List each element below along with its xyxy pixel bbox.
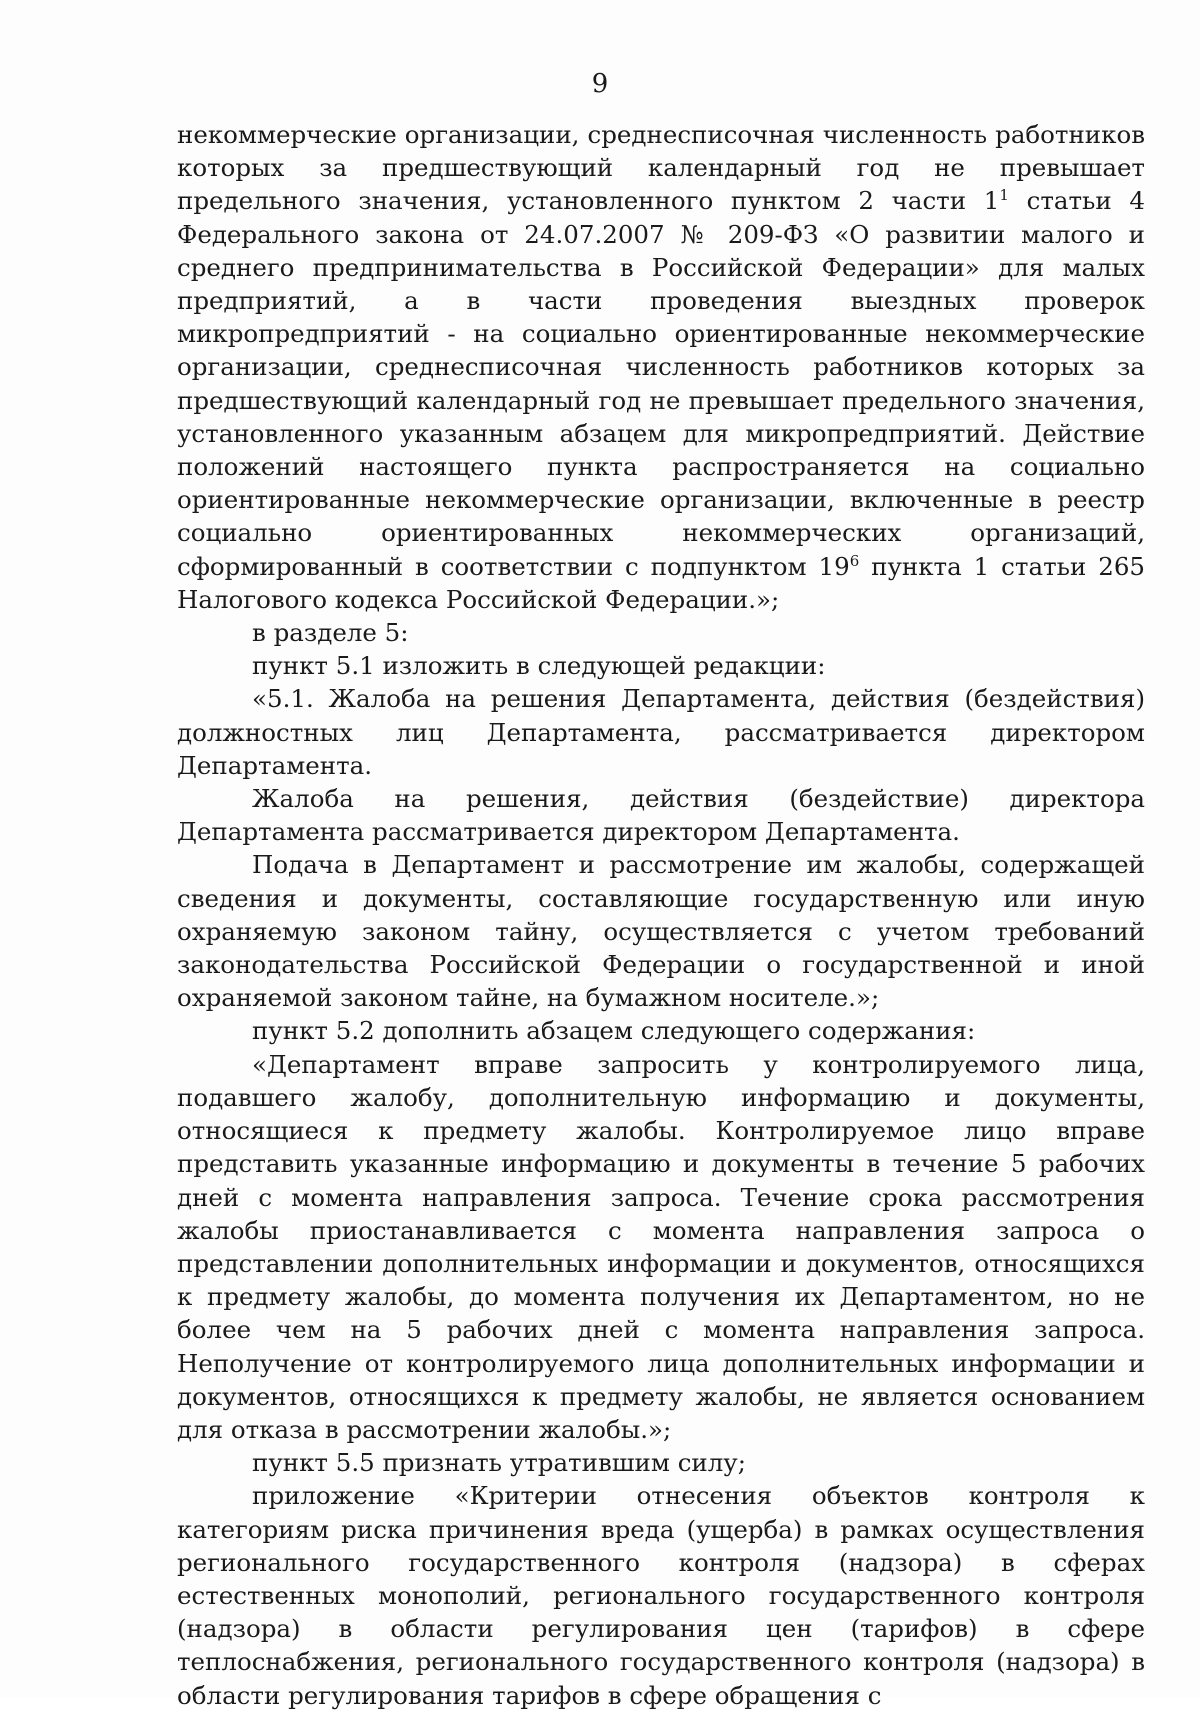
paragraph-7: пункт 5.2 дополнить абзацем следующего содержания: [252,1016,976,1046]
paragraph-8: «Департамент вправе запросить у контролируемого лица, подавшего жалобу, дополнительную информацию и документы, относящиеся к предмету жалобы. Контролируемое лицо вправе представить указанные информацию и документы в течение 5 рабочих дней с момента направления запроса. Течение срока рассмотрения жалобы приостанавливается с момента направления запроса о представлении дополнительных информации и документов, относящихся к предмету жалобы, до момента получения их Департаментом, но не более чем на 5 рабочих дней с момента направления запроса. Неполучение от контролируемого лица дополнительных информации и документов, относящихся к предмету жалобы, не является основанием для отказа в рассмотрении жалобы.»; [177,1049,1145,1444]
superscript-1: 1 [999,186,1009,205]
paragraph-4: «5.1. Жалоба на решения Департамента, действия (бездействия) должностных лиц Департамента, рассматривается директором Департамента. [177,684,1145,780]
superscript-6: 6 [849,551,860,570]
paragraph-5: Жалоба на решения, действия (бездействие) директора Департамента рассматривается директором Департамента. [177,784,1145,847]
paragraph-9: пункт 5.5 признать утратившим силу; [252,1448,746,1478]
paragraph-1 [177,118,1145,616]
paragraph-2: в разделе 5: [252,618,409,648]
paragraph-6: Подача в Департамент и рассмотрение им жалобы, содержащей сведения и документы, составляющие государственную или иную охраняемую законом тайну, осуществляется с учетом требований законодательства Российской Федерации о государственной и иной охраняемой законом тайне, на бумажном носителе.»; [177,850,1145,1013]
paragraph-3: пункт 5.1 изложить в следующей редакции: [252,651,826,681]
page-number: 9 [591,69,609,99]
document-body [177,118,1145,1712]
paragraph-1-text-a: некоммерческие организации, среднесписочная численность работников которых за предшествующий календарный год не превышает предельного значения, установленного пунктом 2 части 1 [177,120,1145,216]
paragraph-1-text-c: пункта 1 статьи 265 Налогового кодекса Российской Федерации.»; [177,551,1145,614]
paragraph-10: приложение «Критерии отнесения объектов контроля к категориям риска причинения вреда (ущерба) в рамках осуществления регионального государственного контроля (надзора) в сферах естественных монополий, регионального государственного контроля (надзора) в области регулирования цен (тарифов) в сфере теплоснабжения, регионального государственного контроля (надзора) в области регулирования тарифов в сфере обращения с [177,1481,1145,1710]
paragraph-1-text-b: статьи 4 Федерального закона от 24.07.2007 № 209-ФЗ «О развитии малого и среднего предпринимательства в Российской Федерации» для малых предприятий, а в части проведения выездных проверок микропредприятий - на социально ориентированные некоммерческие организации, среднесписочная численность работников которых за предшествующий календарный год не превышает предельного значения, установленного указанным абзацем для микропредприятий. Действие положений настоящего пункта распространяется на социально ориентированные некоммерческие организации, включенные в реестр социально ориентированных некоммерческих организаций, сформированный в соответствии с подпунктом 19 [177,186,1145,581]
